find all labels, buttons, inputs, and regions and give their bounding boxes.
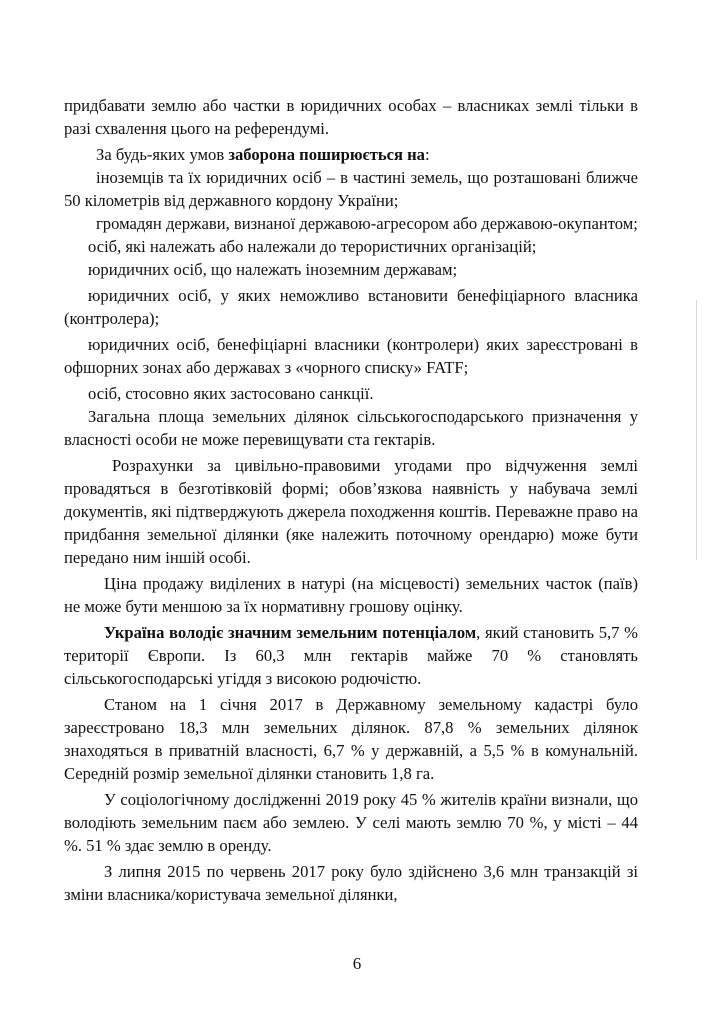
paragraph-land-potential [64, 621, 638, 690]
paragraph-prohibition-intro [64, 143, 638, 166]
list-item-terrorist-orgs [64, 235, 638, 258]
paragraph-survey [64, 788, 638, 857]
paragraph-price [64, 572, 638, 618]
list-item-offshore-beneficiary [64, 333, 638, 379]
text-segment: осіб, стосовно яких застосовано санкції. [88, 384, 374, 403]
paragraph-cadastre [64, 693, 638, 785]
text-segment: Розрахунки за цивільно-правовими угодами про відчуження землі провадяться в безготівковій формі; обов’язкова наявність у набувача землі документів, які підтверджують джерела походження коштів. Переважне право на придбання земельної ділянки (яке належить поточному орендарю) може бути передано ним іншій особі. [64, 456, 638, 567]
text-segment: З липня 2015 по червень 2017 року було здійснено 3,6 млн транзакцій зі зміни власника/користувача земельної ділянки, [64, 862, 638, 904]
list-item-foreigners [64, 166, 638, 212]
bold-text-segment: заборона поширюється на [228, 145, 425, 164]
text-segment: Загальна площа земельних ділянок сільськогосподарського призначення у власності особи не може перевищувати ста гектарів. [64, 407, 638, 449]
paragraph-payments [64, 454, 638, 569]
page-number: 6 [352, 954, 362, 973]
paragraph-transactions [64, 860, 638, 906]
paragraph-continuation [64, 94, 638, 140]
text-segment: придбавати землю або частки в юридичних особах – власниках землі тільки в разі схвалення цього на референдумі. [64, 96, 638, 138]
text-segment: Ціна продажу виділених в натурі (на місцевості) земельних часток (паїв) не може бути меншою за їх нормативну грошову оцінку. [64, 574, 638, 616]
text-segment: юридичних осіб, що належать іноземним державам; [88, 260, 458, 279]
text-segment: За будь-яких умов [96, 145, 229, 164]
text-segment: , який становить 5,7 % території Європи. Із 60,3 млн гектарів майже 70 % становлять сільськогосподарські угіддя з високою родючістю. [64, 623, 638, 688]
text-segment: : [424, 145, 430, 164]
list-item-sanctioned-persons [64, 382, 638, 405]
list-item-aggressor-citizens [64, 212, 638, 235]
text-segment: іноземців та їх юридичних осіб – в частині земель, що розташовані ближче 50 кілометрів від державного кордону України; [64, 168, 638, 210]
text-segment: юридичних осіб, у яких неможливо встановити бенефіціарного власника (контролера); [64, 286, 638, 328]
paragraph-area-limit [64, 405, 638, 451]
text-segment: Станом на 1 січня 2017 в Державному земельному кадастрі було зареєстровано 18,3 млн земельних ділянок. 87,8 % земельних ділянок знаходяться в приватній власності, 6,7 % у державній, а 5,5 % в комунальній. Середній розмір земельної ділянки становить 1,8 га. [64, 695, 638, 783]
text-segment: осіб, які належать або належали до терористичних організацій; [88, 237, 537, 256]
text-segment: юридичних осіб, бенефіціарні власники (контролери) яких зареєстровані в офшорних зонах або державах з «чорного списку» FATF; [64, 335, 638, 377]
text-segment: У соціологічному дослідженні 2019 року 45 % жителів країни визнали, що володіють земельним паєм або землею. У селі мають землю 70 %, у місті – 44 %. 51 % здає землю в оренду. [64, 790, 638, 855]
bold-text-segment: Україна володіє значним земельним потенціалом [104, 623, 477, 642]
list-item-unknown-beneficiary [64, 284, 638, 330]
scan-artifact-line [696, 300, 697, 560]
body-text [64, 94, 638, 906]
list-item-foreign-state-entities [64, 258, 638, 281]
text-segment: громадян держави, визнаної державою-агресором або державою-окупантом; [96, 214, 638, 233]
